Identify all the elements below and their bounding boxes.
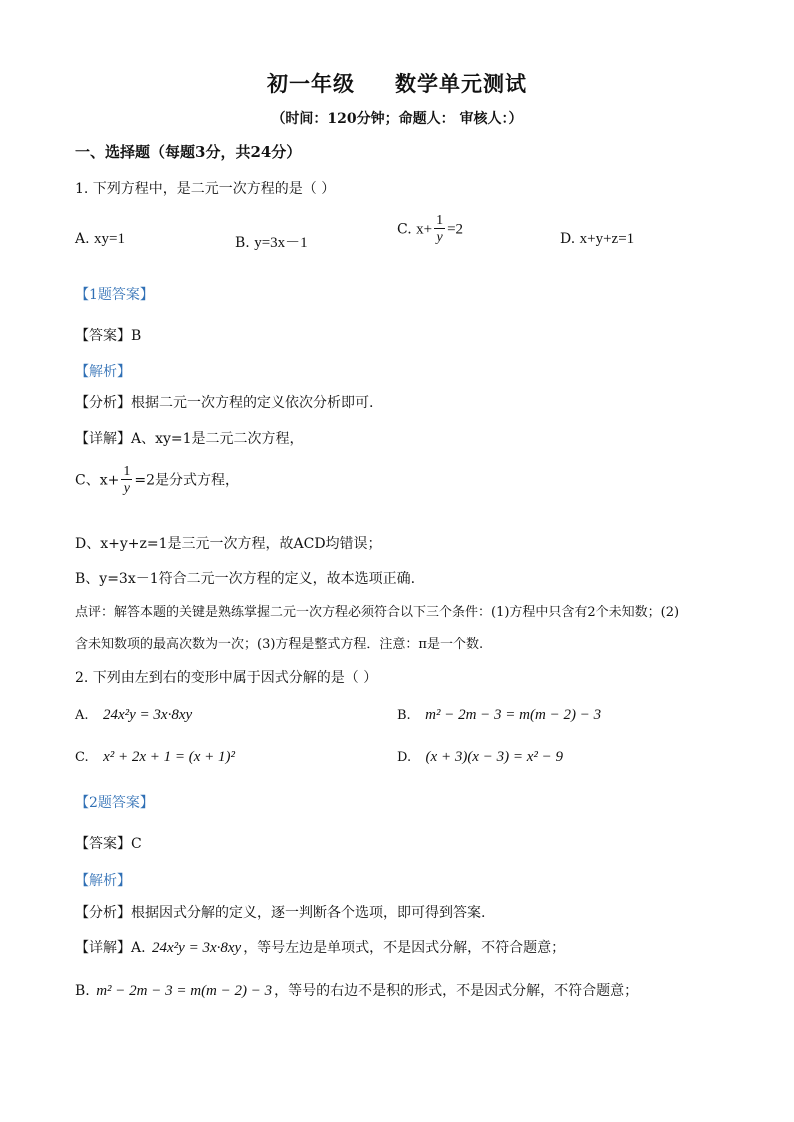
fraction-denominator: y: [123, 481, 130, 496]
q2-option-d: [397, 749, 563, 766]
q1-answer: 【答案】B: [75, 328, 142, 344]
q2-detail-a-pre: 【详解】A.: [75, 940, 146, 956]
q2-option-d-math: (x + 3)(x − 3) = x² − 9: [425, 749, 563, 765]
q2-detail-a: [75, 937, 565, 957]
q2-detail-a-post: ，等号左边是单项式，不是因式分解，不符合题意；: [243, 940, 566, 956]
q1-stem: 1. 下列方程中，是二元一次方程的是（ ）: [75, 181, 336, 197]
q2-detail-b-pre: B.: [75, 983, 90, 999]
q2-option-b-math: m² − 2m − 3 = m(m − 2) − 3: [425, 707, 602, 723]
q2-option-c-label: C.: [75, 750, 89, 765]
fraction-denominator: y: [436, 230, 443, 245]
fraction-numerator: 1: [123, 464, 131, 479]
section-heading: 一、选择题（每题3分，共24分）: [75, 143, 302, 161]
q2-detail-b: [75, 980, 638, 1000]
q2-option-b: [397, 707, 601, 724]
page-title: [0, 68, 794, 98]
q2-option-c: [75, 749, 235, 766]
q2-option-a-math: 24x²y = 3x·8xy: [102, 707, 193, 723]
q2-jiexi: 【解析】: [75, 873, 131, 889]
q1-option-c-fraction: [434, 214, 445, 245]
page-subtitle: （时间：120分钟；命题人： 审核人：）: [271, 111, 523, 127]
q1-detail-d: D、x+y+z=1是三元一次方程，故ACD均错误；: [75, 536, 382, 552]
q2-stem: 2. 下列由左到右的变形中属于因式分解的是（ ）: [75, 670, 378, 686]
q1-detail-a: 【详解】A、xy=1是二元二次方程，: [75, 431, 304, 447]
q2-option-a-label: A.: [75, 708, 89, 723]
q2-detail-b-math: m² − 2m − 3 = m(m − 2) − 3: [96, 983, 273, 999]
q1-option-b: [235, 231, 308, 252]
q1-fenxi: 【分析】根据二元一次方程的定义依次分析即可.: [75, 395, 374, 411]
q1-option-a: [75, 231, 125, 248]
q1-option-d-label: D.: [560, 231, 576, 247]
q1-detail-c-post: =2是分式方程，: [134, 472, 239, 489]
q1-option-c-post: =2: [447, 221, 464, 238]
q2-option-a: [75, 707, 192, 724]
q2-option-c-math: x² + 2x + 1 = (x + 1)²: [103, 749, 236, 765]
q2-detail-b-post: ，等号的右边不是积的形式，不是因式分解，不符合题意；: [274, 983, 639, 999]
q1-detail-c: [75, 465, 239, 496]
q1-comment-line1: 点评：解答本题的关键是熟练掌握二元一次方程必须符合以下三个条件：(1)方程中只含有2个未知数；(2): [75, 605, 680, 620]
q2-detail-a-math: 24x²y = 3x·8xy: [152, 940, 242, 956]
q2-option-b-label: B.: [397, 708, 411, 723]
title-grade: 初一年级: [267, 71, 355, 96]
title-subject: 数学单元测试: [395, 71, 527, 96]
q1-detail-b: B、y=3x－1符合二元一次方程的定义，故本选项正确.: [75, 571, 416, 587]
q2-option-d-label: D.: [397, 750, 412, 765]
q1-option-a-label: A.: [75, 231, 90, 247]
q1-option-d: [560, 231, 634, 248]
q2-answer-header: 【2题答案】: [75, 795, 154, 811]
q1-option-c: [397, 214, 463, 245]
q1-detail-c-fraction: [121, 465, 132, 496]
q1-jiexi: 【解析】: [75, 364, 131, 380]
fraction-numerator: 1: [436, 213, 444, 228]
q2-answer: 【答案】C: [75, 836, 142, 852]
q1-detail-c-pre: C、x+: [75, 472, 120, 489]
q2-fenxi: 【分析】根据因式分解的定义，逐一判断各个选项，即可得到答案.: [75, 905, 486, 921]
q1-comment-line2: 含未知数项的最高次数为一次；(3)方程是整式方程．注意：π是一个数.: [75, 637, 484, 652]
q1-option-b-text: y=3x－1: [254, 235, 308, 251]
q1-option-c-label: C.: [397, 221, 412, 238]
q1-option-a-text: xy=1: [94, 231, 125, 247]
q1-option-d-text: x+y+z=1: [579, 231, 635, 247]
q1-option-c-pre: x+: [416, 221, 433, 238]
q1-answer-header: 【1题答案】: [75, 287, 154, 303]
q1-option-b-label: B.: [235, 235, 250, 251]
